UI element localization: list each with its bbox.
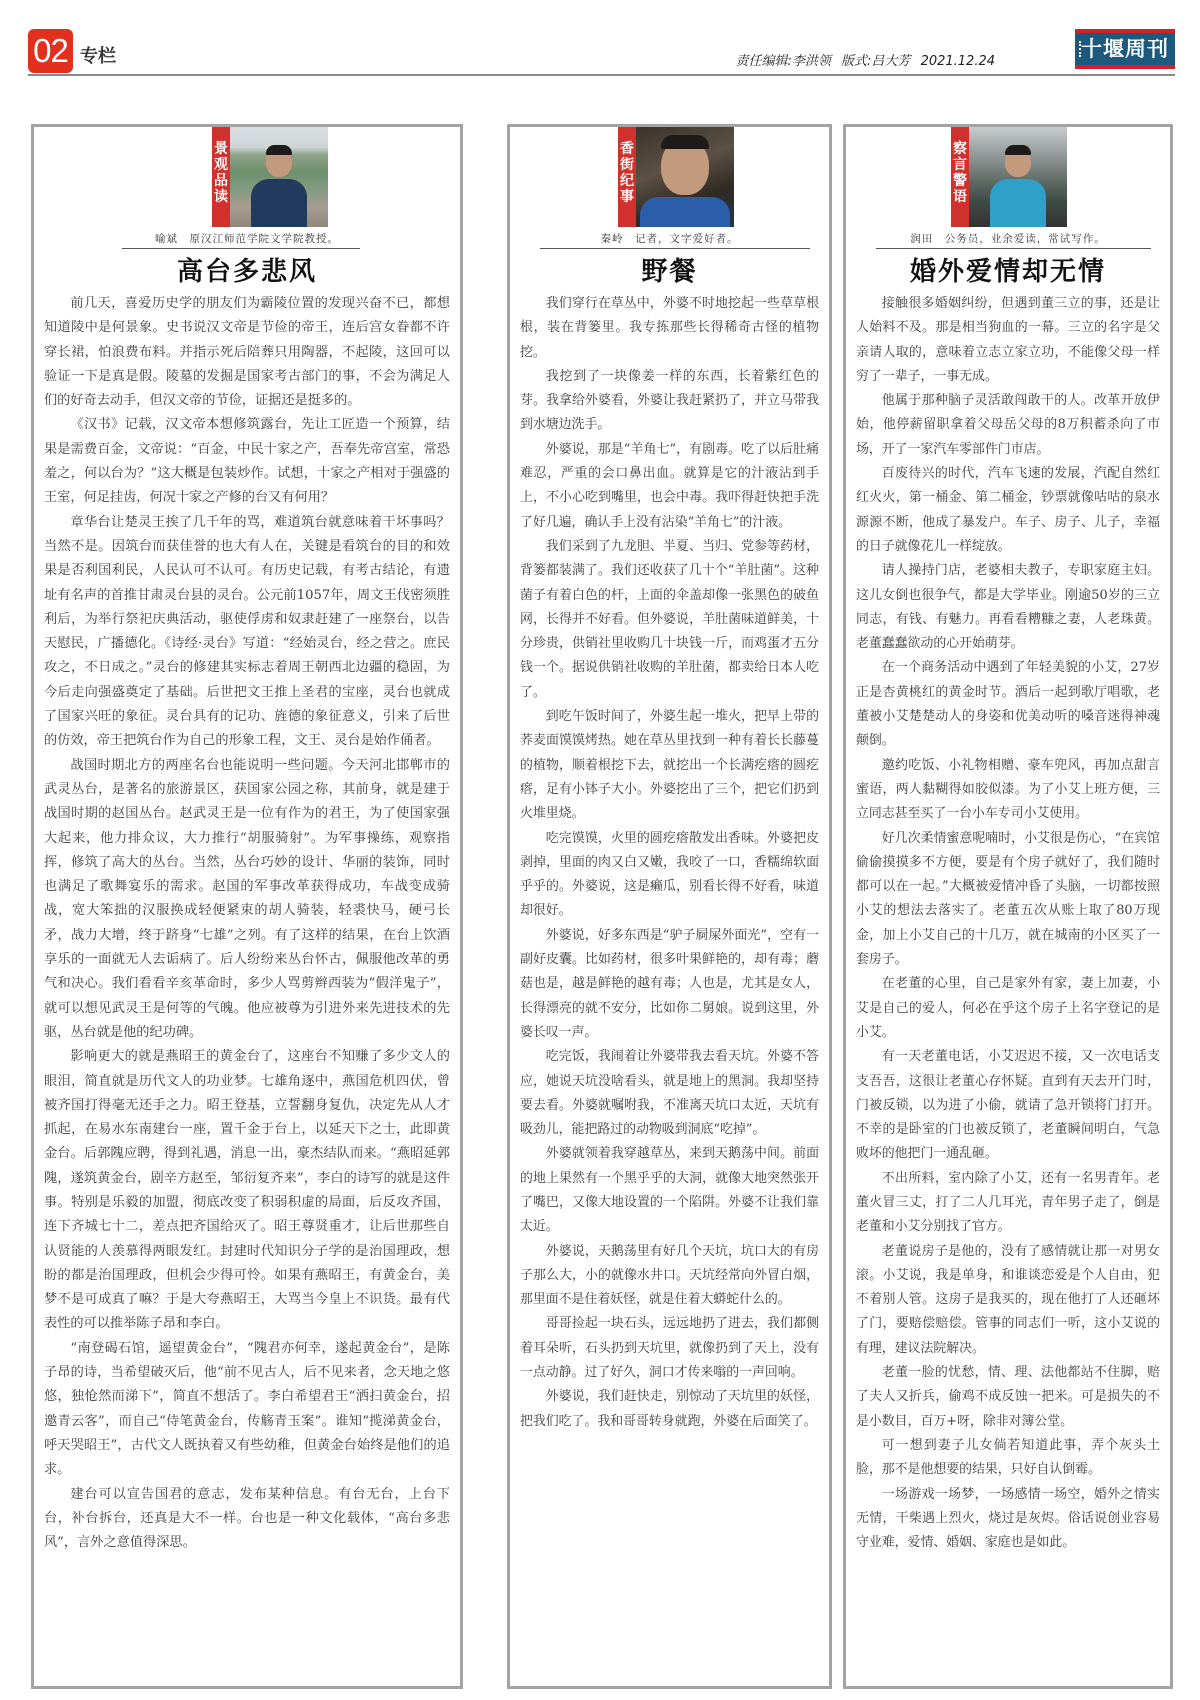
article-paragraph: 章华台让楚灵王挨了几千年的骂，难道筑台就意味着干坏事吗？当然不是。因筑台而获佳誉的也大有人在，关键是看筑台的目的和效果是否利国利民，人民认可不认可。有历史记载，有考古结论，有遗址有名声的首推甘肃灵台县的灵台。公元前1057年，周文王伐密须胜利后，为举行祭祀庆典活动，驱使俘虏和奴隶赶建了一座祭台，以告天慰民，广播德化。《诗经·灵台》写道：“经始灵台，经之营之。庶民攻之，不日成之。”灵台的修建其实标志着周王朝西北边疆的稳固，为今后走向强盛奠定了基础。后世把文王推上圣君的宝座，灵台也就成了国家兴旺的象征。灵台具有的记功、旌德的象征意义，引来了后世的仿效，帝王把筑台作为自己的形象工程，文王、灵台是始作俑者。 <box>44 514 450 749</box>
column-head <box>34 127 460 292</box>
article-paragraph: 在一个商务活动中遇到了年轻美貌的小艾，27岁正是杏黄桃红的黄金时节。酒后一起到歌厅唱歌，老董被小艾楚楚动人的身姿和优美动听的嗓音迷得神魂颠倒。 <box>856 660 1160 749</box>
page-number-badge: 02 <box>28 29 73 73</box>
article-body <box>846 292 1170 1555</box>
author-photo-block <box>618 127 734 227</box>
article-paragraph: 战国时期北方的两座名台也能说明一些问题。今天河北邯郸市的武灵丛台，是著名的旅游景区，获国家公园之称，其前身，就是建于战国时期的赵国丛台。赵武灵王是一位有作为的君王，为了使国家强大起来，他力排众议，大力推行“胡服骑射”。为军事操练，观察指挥，修筑了高大的丛台。当然，丛台巧妙的设计、华丽的装饰，同时也满足了歌舞宴乐的需求。赵国的军事改革获得成功，车战变成骑战，宽大笨拙的汉服换成轻便紧束的胡人骑装，轻裘快马，硬弓长矛，战力大增，终于跻身“七雄”之列。有了这样的结果，在台上饮酒享乐的一面就无人去诟病了。后人纷纷来丛台怀古，佩服他改革的勇气和决心。我们看看辛亥革命时，多少人骂剪辫西装为“假洋鬼子”，就可以想见武灵王是何等的气魄。他应被尊为引进外来先进技术的先驱，丛台就是他的纪功碑。 <box>44 757 450 1040</box>
section-name: 专栏 <box>80 46 116 67</box>
article-paragraph: 外婆说，我们赶快走，别惊动了天坑里的妖怪，把我们吃了。我和哥哥转身就跑，外婆在后面笑了。 <box>520 1389 819 1429</box>
article-body <box>510 292 829 1434</box>
article-paragraph: 外婆说，那是“羊角七”，有剧毒。吃了以后肚痛难忍，严重的会口鼻出血。就算是它的汁液沾到手上，不小心吃到嘴里，也会中毒。我吓得赶快把手洗了好几遍，确认手上没有沾染“羊角七”的汁液。 <box>520 441 819 530</box>
article-paragraph: 我挖到了一块像姜一样的东西，长着紫红色的芽。我拿给外婆看，外婆让我赶紧扔了，并立马带我到水塘边洗手。 <box>520 368 819 433</box>
column-tag: 察言警语 <box>951 127 969 227</box>
article-paragraph: 吃完饭，我闹着让外婆带我去看天坑。外婆不答应，她说天坑没啥看头，就是地上的黑洞。我却坚持要去看。外婆就嘱咐我，不准离天坑口太近，天坑有吸劲儿，能把路过的动物吸到洞底“吃掉”。 <box>520 1049 819 1138</box>
author-photo <box>636 127 734 227</box>
article-paragraph: 吃完馍馍，火里的圆疙瘩散发出香味。外婆把皮剥掉，里面的肉又白又嫩，我咬了一口，香糯绵软面乎乎的。外婆说，这是癞瓜，别看长得不好看，味道却很好。 <box>520 830 819 919</box>
byline-divider <box>540 248 810 249</box>
page-header <box>28 28 1175 76</box>
editor-credit: 责任编辑:李洪领 <box>735 54 831 69</box>
article-paragraph: 老董说房子是他的，没有了感情就让那一对男女滚。小艾说，我是单身，和谁谈恋爱是个人自由，犯不着别人管。这房子是我买的，现在他打了人还砸坏了门，要赔偿赔偿。管事的同志们一听，这小艾说的有理，建议法院解决。 <box>856 1243 1160 1356</box>
article-title: 婚外爱情却无情 <box>909 257 1106 287</box>
article-paragraph: 百废待兴的时代，汽车飞速的发展，汽配自然红红火火，第一桶金、第二桶金，钞票就像咕咕的泉水源源不断，他成了暴发户。车子、房子、儿子，幸福的日子就像花儿一样绽放。 <box>856 466 1160 554</box>
person-figure-icon <box>990 147 1046 227</box>
column-article-1 <box>31 124 463 1689</box>
article-paragraph: 建台可以宣告国君的意志，发布某种信息。有台无台，上台下台，补台拆台，还真是大不一样。台也是一种文化载体，“高台多悲风”，言外之意值得深思。 <box>44 1486 450 1551</box>
article-paragraph: 一场游戏一场梦，一场感情一场空，婚外之情实无情，干柴遇上烈火，烧过是灰烬。俗话说创业容易守业难，爱情、婚姻、家庭也是如此。 <box>856 1486 1160 1551</box>
article-paragraph: 影响更大的就是燕昭王的黄金台了，这座台不知赚了多少文人的眼泪，简直就是历代文人的功业梦。七雄角逐中，燕国危机四伏，曾被齐国打得毫无还手之力。昭王登基，立誓翻身复仇，决定先从人才抓起，在易水东南建台一座，置千金于台上，以延天下之士，此即黄金台。后郭隗应聘，得到礼遇，消息一出，豪杰结队而来。“燕昭延郭隗，遂筑黄金台，剧辛方赵至，邹衍复齐来”，李白的诗写的就是这件事。特别是乐毅的加盟，彻底改变了积弱积虚的局面，后反攻齐国，连下齐城七十二，差点把齐国给灭了。昭王尊贤重才，让后世那些自认贤能的人羡慕得两眼发红。封建时代知识分子学的是治国理政，想盼的都是治国理政，但机会少得可怜。如果有燕昭王，有黄金台，美梦不是可成真了嘛？于是大夸燕昭王，大骂当今皇上不识货。最有代表性的可以推举陈子昂和李白。 <box>44 1049 450 1332</box>
article-paragraph: 好几次柔情蜜意呢喃时，小艾很是伤心，“在宾馆偷偷摸摸多不方便，要是有个房子就好了，我们随时都可以在一起。”大概被爱情冲昏了头脑，一切都按照小艾的想法去落实了。老董五次从账上取了80万现金，加上小艾自己的十几万，就在城南的小区买了一套房子。 <box>856 830 1160 968</box>
byline-divider <box>876 248 1151 249</box>
article-paragraph: 我们穿行在草丛中，外婆不时地挖起一些草草根根，装在背篓里。我专拣那些长得稀奇古怪的植物挖。 <box>520 296 819 360</box>
article-paragraph: 外婆说，好多东西是“驴子屙屎外面光”，空有一副好皮囊。比如药材，很多叶果鲜艳的，却有毒；蘑菇也是，越是鲜艳的越有毒；人也是，尤其是女人，长得漂亮的就不安分，比如你二舅娘。说到这里，外婆长叹一声。 <box>520 927 819 1040</box>
person-figure-icon <box>640 137 730 227</box>
column-head <box>510 127 829 292</box>
issue-date: 2021.12.24 <box>920 54 995 69</box>
author-photo <box>969 127 1067 227</box>
author-byline: 秦岭 记者，文字爱好者。 <box>600 233 739 245</box>
article-paragraph: 邀约吃饭、小礼物相赠、豪车兜风，再加点甜言蜜语，两人黏糊得如胶似漆。为了小艾上班方便，三立同志甚至买了一台小车专司小艾使用。 <box>856 757 1160 822</box>
article-title: 野餐 <box>641 257 698 287</box>
author-byline: 润田 公务员，业余爱读，常试写作。 <box>910 233 1106 245</box>
article-paragraph: 请人操持门店，老婆相夫教子，专职家庭主妇。这儿女倒也很争气，都是大学毕业。刚逾50岁的三立同志，有钱、有魅力。再看看糟糠之妻，人老珠黄。老董蠢蠢欲动的心开始萌芽。 <box>856 563 1160 652</box>
article-paragraph: 我们采到了九龙胆、半夏、当归、党参等药材，背篓都装满了。我们还收获了几十个“羊肚菌”。这种菌子有着白色的杆，上面的伞盖却像一张黑色的破鱼网，长得并不好看。但外婆说，羊肚菌味道鲜美，十分珍贵，供销社里收购几十块钱一斤，而鸡蛋才五分钱一个。据说供销社收购的羊肚菌，都卖给日本人吃了。 <box>520 538 819 700</box>
column-tag: 景观品读 <box>212 127 230 227</box>
masthead-ornament-icon <box>1079 41 1082 57</box>
article-paragraph: 外婆就领着我穿越草丛，来到天鹅荡中间。前面的地上果然有一个黑乎乎的大洞，就像大地突然张开了嘴巴，又像大地设置的一个陷阱。外婆不让我们靠太近。 <box>520 1146 819 1235</box>
article-paragraph: 《汉书》记载，汉文帝本想修筑露台，先让工匠造一个预算，结果是需费百金，文帝说：“百金，中民十家之产，吾奉先帝宫室，常恐羞之，何以台为？”这大概是包装炒作。试想，十家之产相对于强盛的王室，何足挂齿，何况十家之产修的台又有何用？ <box>44 417 450 506</box>
article-paragraph: 在老董的心里，自己是家外有家，妻上加妻，小艾是自己的爱人，何必在乎这个房子上名字登记的是小艾。 <box>856 976 1160 1040</box>
article-paragraph: 外婆说，天鹅荡里有好几个天坑，坑口大的有房子那么大，小的就像水井口。天坑经常向外冒白烟，那里面不是住着妖怪，就是住着大蟒蛇什么的。 <box>520 1243 819 1308</box>
article-title: 高台多悲风 <box>176 257 317 287</box>
article-paragraph: 接触很多婚姻纠纷，但遇到董三立的事，还是让人始料不及。那是相当狗血的一幕。三立的名字是父亲请人取的，意味着立志立家立功，不能像父母一样穷了一辈子，一事无成。 <box>856 296 1160 384</box>
article-paragraph: 有一天老董电话，小艾迟迟不接，又一次电话支支吾吾，这很让老董心存怀疑。直到有天去开门时，门被反锁，以为进了小偷，就请了急开锁将门打开。不幸的是卧室的门也被反锁了，老董瞬间明白，气急败坏的他把门一通乱砸。 <box>856 1049 1160 1162</box>
column-article-2 <box>507 124 832 1689</box>
column-tag: 香街纪事 <box>618 127 636 227</box>
article-paragraph: 可一想到妻子儿女倘若知道此事，弄个灰头土脸，那不是他想要的结果，只好自认倒霉。 <box>856 1437 1160 1478</box>
person-figure-icon <box>251 147 307 227</box>
layout-credit: 版式:吕大芳 <box>841 54 911 69</box>
article-paragraph: “南登碣石馆，遥望黄金台”，“隗君亦何幸，遂起黄金台”，是陈子昂的诗，当希望破灭后，他“前不见古人，后不见来者，念天地之悠悠，独怆然而涕下”，简直不想活了。李白希望君王“洒扫黄金台，招邀青云客”，而自己“侍笔黄金台，传觞青玉案”。谁知“揽涕黄金台，呼天哭昭王”，古代文人既执着又有些幼稚，但黄金台始终是他们的追求。 <box>44 1340 450 1478</box>
masthead-logo <box>1075 29 1175 69</box>
author-photo <box>230 127 328 227</box>
article-body <box>34 292 460 1555</box>
author-photo-block <box>951 127 1067 227</box>
author-photo-block <box>212 127 328 227</box>
article-paragraph: 前几天，喜爱历史学的朋友们为霸陵位置的发现兴奋不已，都想知道陵中是何景象。史书说汉文帝是节俭的帝王，连后宫女眷都不许穿长裙，怕浪费布料。并指示死后陪葬只用陶器，不起陵，这回可以验证一下是真是假。陵墓的发掘是国家考古部门的事，不会为满足人们的好奇去动手，但汉文帝的节俭，证据还是挺多的。 <box>44 296 450 409</box>
article-paragraph: 哥哥捡起一块石头，远远地扔了进去，我们都侧着耳朵听，石头扔到天坑里，就像扔到了天上，没有一点动静。过了好久，洞口才传来嗡的一声回响。 <box>520 1316 819 1381</box>
masthead-title: 十堰周刊 <box>1081 36 1169 61</box>
article-paragraph: 到吃午饭时间了，外婆生起一堆火，把早上带的荞麦面馍馍烤热。她在草丛里找到一种有着长长藤蔓的植物，顺着根挖下去，就挖出一个长满疙瘩的圆疙瘩，足有小钵子大小。外婆挖出了三个，把它们扔到火堆里烧。 <box>520 709 819 822</box>
byline-divider <box>122 248 360 249</box>
credits <box>730 50 996 69</box>
column-article-3 <box>843 124 1173 1689</box>
article-paragraph: 老董一脸的忧愁，情、理、法他都站不住脚，赔了夫人又折兵，偷鸡不成反蚀一把米。可是损失的不是小数目，百万+呀，除非对簿公堂。 <box>856 1365 1160 1429</box>
column-head <box>846 127 1170 292</box>
article-paragraph: 不出所料，室内除了小艾，还有一名男青年。老董火冒三丈，打了二人几耳光，青年男子走了，倒是老董和小艾分别找了官方。 <box>856 1170 1160 1235</box>
author-byline: 喻斌 原汉江师范学院文学院教授。 <box>155 233 339 245</box>
article-paragraph: 他属于那种脑子灵活敢闯敢干的人。改革开放伊始，他停薪留职拿着父母岳父母的8万积蓄杀向了市场，开了一家汽车零部件门市店。 <box>856 393 1160 457</box>
